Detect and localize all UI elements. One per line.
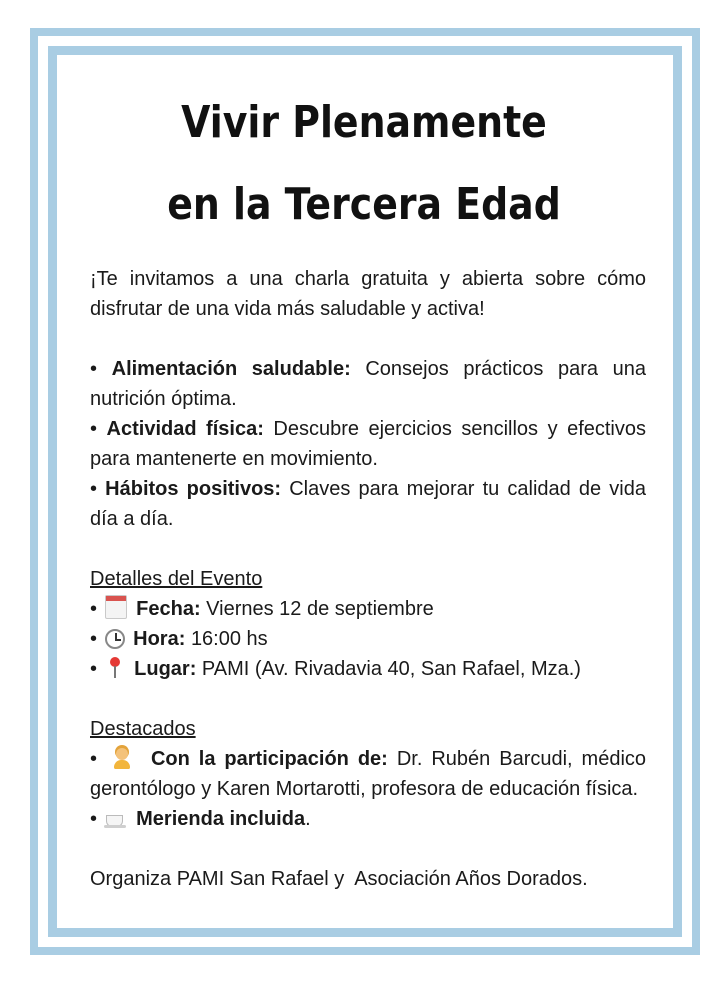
topic-item bbox=[90, 474, 646, 534]
bullet: • bbox=[90, 358, 98, 380]
bullet: • bbox=[90, 628, 98, 650]
topic-text: Descubre ejercicios sencillos y efectivos para mantenerte en movimiento. bbox=[90, 418, 647, 470]
detail-item-date bbox=[90, 594, 646, 624]
bullet: • bbox=[90, 658, 98, 680]
highlight-item-snack bbox=[90, 804, 646, 834]
pin-icon bbox=[105, 657, 125, 679]
detail-item-place bbox=[90, 654, 646, 684]
detail-label: Hora: bbox=[133, 628, 186, 650]
topic-label: Alimentación saludable: bbox=[111, 358, 351, 380]
poster-title bbox=[51, 82, 677, 246]
poster-content bbox=[90, 264, 646, 894]
highlight-label: Merienda incluida bbox=[136, 808, 306, 830]
bullet: • bbox=[90, 748, 98, 770]
detail-item-time bbox=[90, 624, 646, 654]
bullet: • bbox=[90, 418, 98, 440]
coffee-cup-icon bbox=[105, 808, 127, 828]
title-line-2: en la Tercera Edad bbox=[167, 179, 561, 230]
highlights-heading: Destacados bbox=[90, 718, 196, 740]
bullet: • bbox=[90, 478, 98, 500]
details-heading: Detalles del Evento bbox=[90, 568, 263, 590]
highlight-text: Dr. Rubén Barcudi, médico gerontólogo y Karen Mortarotti, profesora de educación física. bbox=[90, 748, 647, 800]
highlight-label: Con la participación de: bbox=[150, 748, 388, 770]
detail-label: Lugar: bbox=[134, 658, 197, 680]
topic-label: Actividad física: bbox=[106, 418, 264, 440]
organizer-line: Organiza PAMI San Rafael y Asociación Años Dorados. bbox=[90, 868, 588, 890]
detail-value: Viernes 12 de septiembre bbox=[206, 598, 434, 620]
topic-text: Claves para mejorar tu calidad de vida día a día. bbox=[90, 478, 646, 530]
bullet: • bbox=[90, 808, 98, 830]
title-line-1: Vivir Plenamente bbox=[181, 97, 547, 148]
highlight-text: . bbox=[305, 808, 311, 830]
detail-value: PAMI (Av. Rivadavia 40, San Rafael, Mza.) bbox=[201, 658, 581, 680]
topic-item bbox=[90, 354, 646, 414]
detail-value: 16:00 hs bbox=[190, 628, 268, 650]
topic-text: Consejos prácticos para una nutrición óptima. bbox=[90, 358, 646, 410]
detail-label: Fecha: bbox=[136, 598, 201, 620]
highlight-item-speakers bbox=[90, 744, 646, 804]
intro-paragraph: ¡Te invitamos a una charla gratuita y abierta sobre cómo disfrutar de una vida más saludable y activa! bbox=[90, 268, 646, 320]
bullet: • bbox=[90, 598, 98, 620]
topic-item bbox=[90, 414, 646, 474]
calendar-icon bbox=[105, 595, 127, 619]
topic-label: Hábitos positivos: bbox=[105, 478, 282, 500]
clock-icon bbox=[105, 629, 125, 649]
health-worker-icon bbox=[112, 747, 132, 769]
